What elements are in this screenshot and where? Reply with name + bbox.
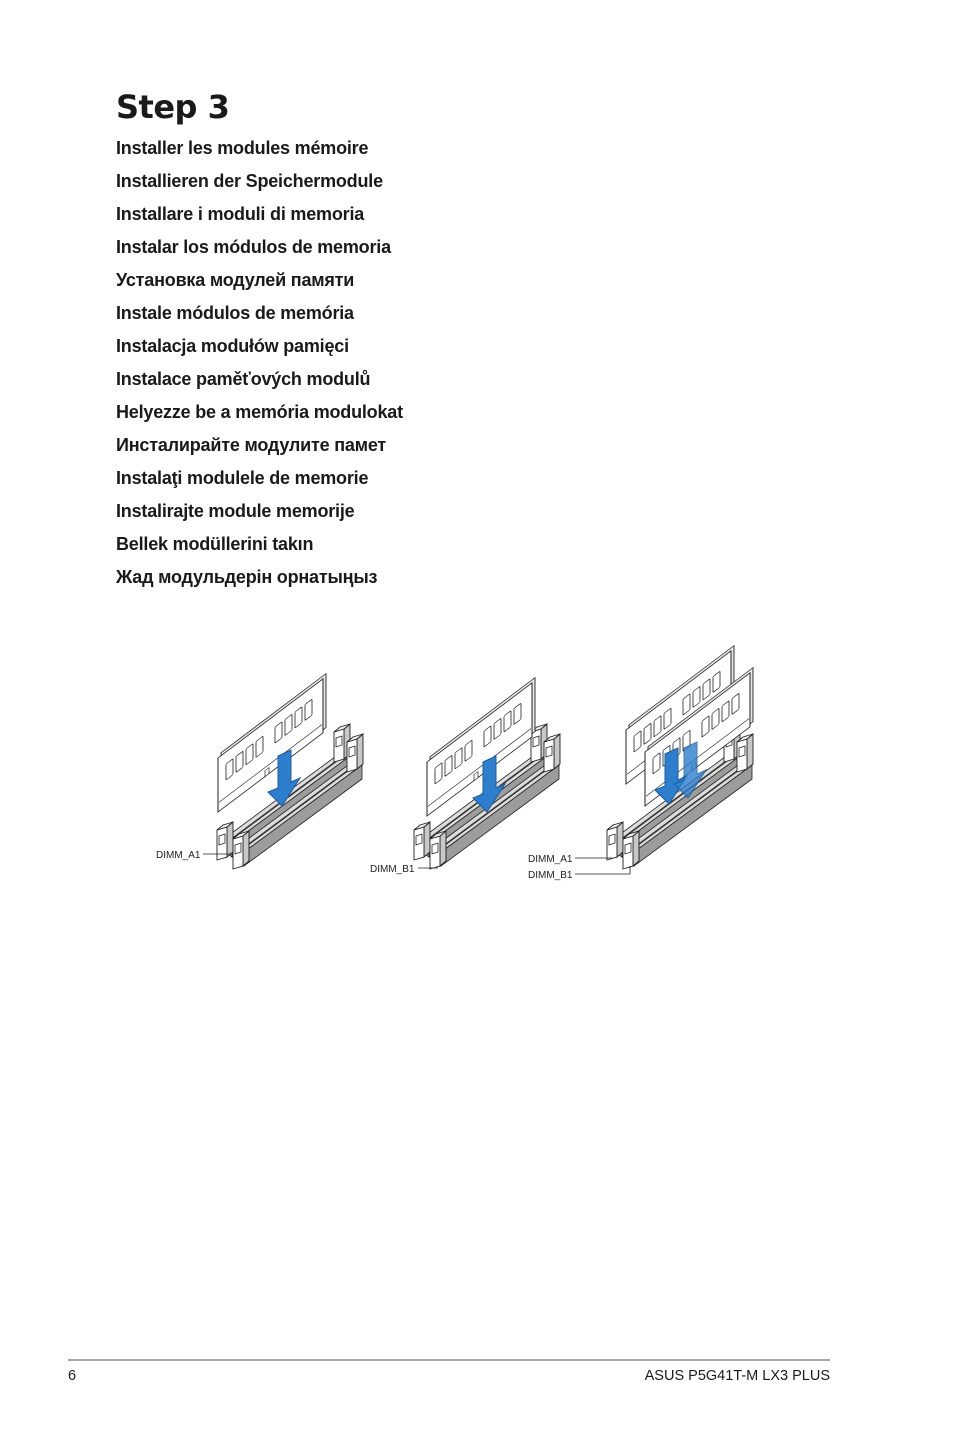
instruction-german: Installieren der Speichermodule: [116, 171, 383, 191]
instruction-turkish: Bellek modüllerini takın: [116, 534, 314, 554]
instruction-romanian: Instalaţi modulele de memorie: [116, 468, 369, 488]
instruction-italian: Installare i moduli di memoria: [116, 204, 365, 224]
product-name: ASUS P5G41T-M LX3 PLUS: [644, 1368, 830, 1384]
instruction-french: Installer les modules mémoire: [116, 138, 369, 158]
instruction-kazakh: Жад модульдерін орнатыңыз: [116, 567, 378, 587]
instruction-portuguese: Instale módulos de memória: [116, 303, 354, 323]
instruction-bulgarian: Инсталирайте модулите памет: [116, 435, 387, 455]
page-number: 6: [68, 1368, 77, 1384]
diagram-single-dimm-b1: [370, 678, 560, 875]
slot-label: DIMM_B1: [370, 864, 415, 875]
diagram-dual-dimm: [528, 646, 753, 881]
slot-label: DIMM_B1: [528, 870, 573, 881]
footer-divider: [68, 1359, 830, 1361]
slot-label: DIMM_A1: [528, 854, 573, 865]
instruction-list: [116, 132, 403, 594]
instruction-hungarian: Helyezze be a memória modulokat: [116, 402, 403, 422]
slot-label: DIMM_A1: [156, 850, 201, 861]
instruction-polish: Instalacja modułów pamięci: [116, 336, 349, 356]
step-heading: Step 3: [116, 88, 230, 126]
instruction-russian: Установка модулей памяти: [116, 270, 355, 290]
instruction-serbian: Instalirajte module memorije: [116, 501, 355, 521]
instruction-czech: Instalace paměťových modulů: [116, 369, 371, 389]
dimm-installation-illustration: [140, 640, 780, 900]
diagram-single-dimm-a1: [156, 674, 363, 869]
instruction-spanish: Instalar los módulos de memoria: [116, 237, 391, 257]
